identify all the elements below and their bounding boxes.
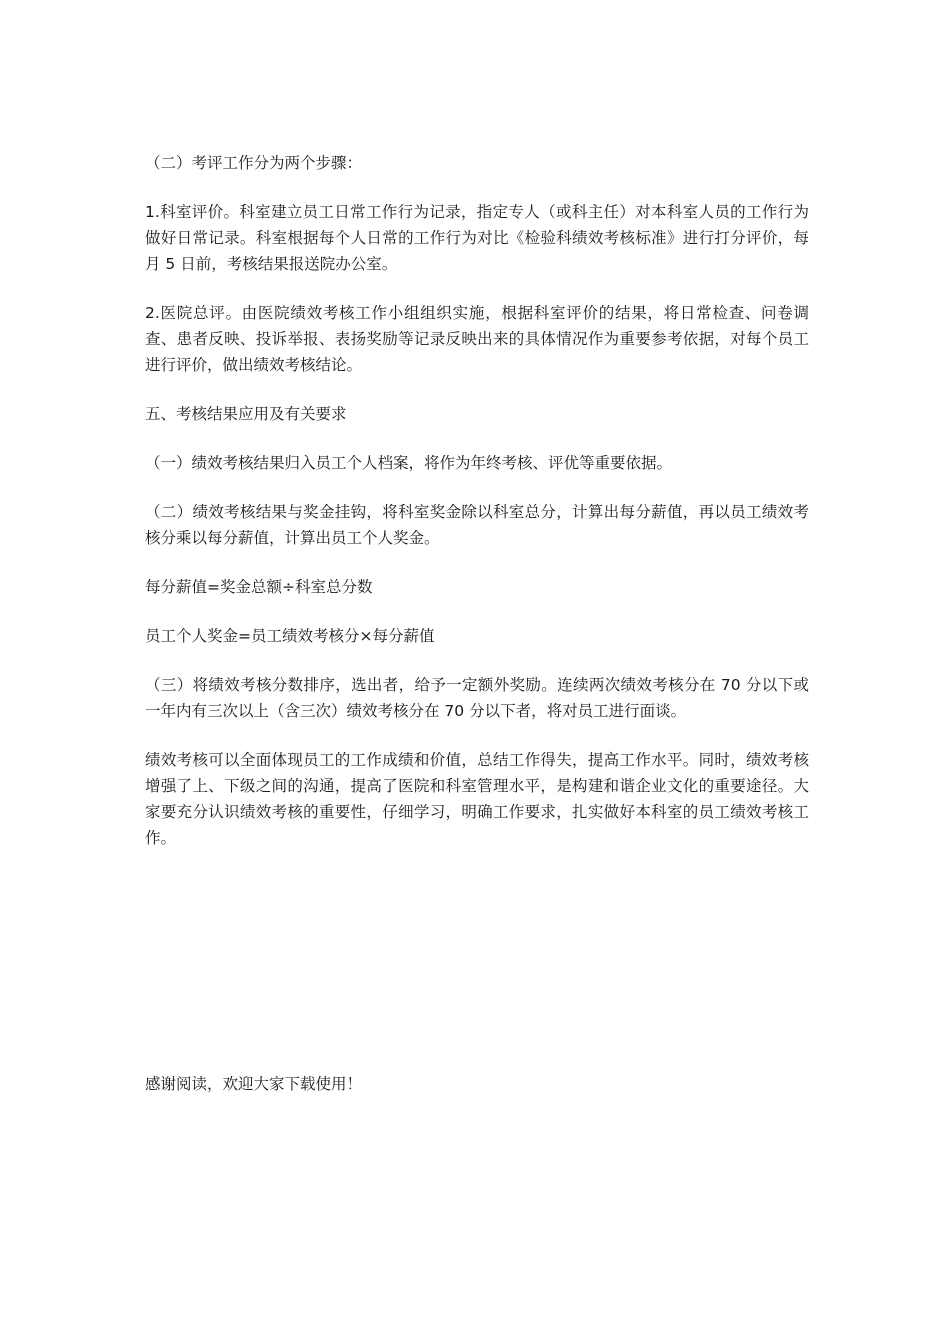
document-body [145,150,809,874]
closing-note: 感谢阅读，欢迎大家下载使用！ [145,1075,363,1093]
paragraph-ranking: （三）将绩效考核分数排序，选出者，给予一定额外奖励。连续两次绩效考核分在 70 分以下或一年内有三次以上（含三次）绩效考核分在 70 分以下者，将对员工进行面谈。 [145,676,809,720]
paragraph-hospital-evaluation: 2.医院总评。由医院绩效考核工作小组组织实施，根据科室评价的结果，将日常检查、问卷调查、患者反映、投诉举报、表扬奖励等记录反映出来的具体情况作为重要参考依据，对每个员工进行评价，做出绩效考核结论。 [145,304,809,374]
paragraph-archive: （一）绩效考核结果归入员工个人档案，将作为年终考核、评优等重要依据。 [145,454,673,472]
paragraph-department-evaluation: 1.科室评价。科室建立员工日常工作行为记录，指定专人（或科主任）对本科室人员的工作行为做好日常记录。科室根据每个人日常的工作行为对比《检验科绩效考核标准》进行打分评价，每月 5 日前，考核结果报送院办公室。 [145,203,809,273]
section-heading-results: 五、考核结果应用及有关要求 [145,405,347,423]
paragraph-conclusion: 绩效考核可以全面体现员工的工作成绩和价值，总结工作得失，提高工作水平。同时，绩效考核增强了上、下级之间的沟通，提高了医院和科室管理水平，是构建和谐企业文化的重要途径。大家要充分认识绩效考核的重要性，仔细学习，明确工作要求，扎实做好本科室的员工绩效考核工作。 [145,751,809,847]
paragraph-bonus-link: （二）绩效考核结果与奖金挂钩，将科室奖金除以科室总分，计算出每分薪值，再以员工绩效考核分乘以每分薪值，计算出员工个人奖金。 [145,503,809,547]
formula-personal-bonus: 员工个人奖金=员工绩效考核分×每分薪值 [145,627,435,645]
formula-point-value: 每分薪值=奖金总额÷科室总分数 [145,578,373,596]
section-subheading-steps: （二）考评工作分为两个步骤： [145,154,363,172]
